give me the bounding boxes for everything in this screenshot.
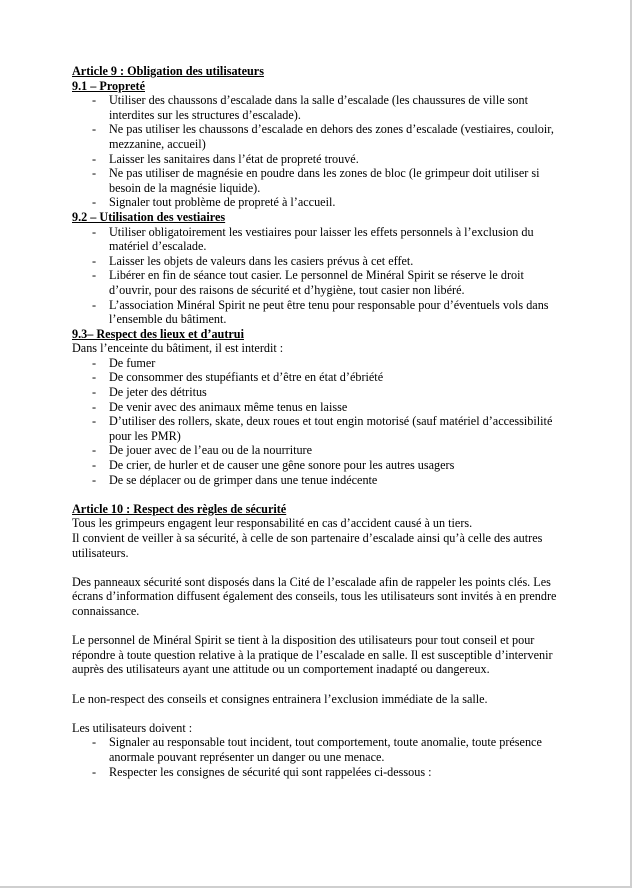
paragraph: Des panneaux sécurité sont disposés dans la Cité de l’escalade afin de rappeler les points clés. Les écrans d’information diffusent également des conseils, tous les utilisateurs sont invités à en prendre connaissance. [72, 574, 557, 618]
list-item: - Utiliser obligatoirement les vestiaires pour laisser les effets personnels à l’exclusion du matériel d’escalade. [72, 225, 562, 254]
list-item: - Signaler au responsable tout incident, tout comportement, toute anomalie, toute présence anormale pouvant représenter un danger ou une menace. [72, 735, 562, 764]
paragraph: Les utilisateurs doivent : [72, 720, 193, 735]
list-item: - Ne pas utiliser les chaussons d’escalade en dehors des zones d’escalade (vestiaires, couloir, mezzanine, accueil) [72, 122, 562, 151]
spacer [72, 560, 562, 575]
list-item: - L’association Minéral Spirit ne peut être tenu pour responsable pour d’éventuels vols dans l’ensemble du bâtiment. [72, 298, 562, 327]
list-item: - De jouer avec de l’eau ou de la nourriture [72, 443, 562, 458]
list-item: - Utiliser des chaussons d’escalade dans la salle d’escalade (les chaussures de ville sont interdites sur les structures d’escalade). [72, 93, 562, 122]
list-item: - Laisser les objets de valeurs dans les casiers prévus à cet effet. [72, 254, 562, 269]
list-item: - Respecter les consignes de sécurité qui sont rappelées ci-dessous : [72, 765, 562, 780]
article-10-list [72, 735, 562, 779]
list-item: - De se déplacer ou de grimper dans une tenue indécente [72, 473, 562, 488]
spacer [72, 487, 562, 502]
list-item: - De consommer des stupéfiants et d’être en état d’ébriété [72, 370, 562, 385]
article-9-title: Article 9 : Obligation des utilisateurs [72, 64, 264, 78]
list-item: - D’utiliser des rollers, skate, deux roues et tout engin motorisé (sauf matériel d’accessibilité pour les PMR) [72, 414, 562, 443]
section-9-3-intro: Dans l’enceinte du bâtiment, il est interdit : [72, 341, 284, 356]
paragraph: Le personnel de Minéral Spirit se tient à la disposition des utilisateurs pour tout conseil et pour répondre à toute question relative à la pratique de l’escalade en salle. Il est susceptible d’intervenir auprès des utilisateurs ayant une attitude ou un comportement inadapté ou dangereux. [72, 633, 553, 677]
section-9-1-list [72, 93, 562, 210]
section-9-3-list [72, 356, 562, 487]
spacer [72, 619, 562, 634]
section-9-1-title: 9.1 – Propreté [72, 78, 145, 93]
paragraph: Il convient de veiller à sa sécurité, à celle de son partenaire d’escalade ainsi qu’à celle des autres utilisateurs. [72, 531, 543, 560]
document-page [72, 64, 562, 779]
list-item: - De jeter des détritus [72, 385, 562, 400]
article-10-title: Article 10 : Respect des règles de sécurité [72, 501, 287, 516]
spacer [72, 677, 562, 692]
list-item: - Ne pas utiliser de magnésie en poudre dans les zones de bloc (le grimpeur doit utiliser si besoin de la magnésie liquide). [72, 166, 562, 195]
spacer [72, 706, 562, 721]
list-item: - Signaler tout problème de propreté à l’accueil. [72, 195, 562, 210]
paragraph: Tous les grimpeurs engagent leur responsabilité en cas d’accident causé à un tiers. [72, 516, 473, 531]
section-9-3-title: 9.3– Respect des lieux et d’autrui [72, 326, 244, 341]
list-item: - Laisser les sanitaires dans l’état de propreté trouvé. [72, 152, 562, 167]
list-item: - De fumer [72, 356, 562, 371]
section-9-2-title: 9.2 – Utilisation des vestiaires [72, 209, 226, 224]
list-item: - De venir avec des animaux même tenus en laisse [72, 400, 562, 415]
list-item: - Libérer en fin de séance tout casier. Le personnel de Minéral Spirit se réserve le droit d’ouvrir, pour des raisons de sécurité et d’hygiène, tout casier non libéré. [72, 268, 562, 297]
paragraph: Le non-respect des conseils et consignes entrainera l’exclusion immédiate de la salle. [72, 691, 488, 706]
section-9-2-list [72, 225, 562, 327]
list-item: - De crier, de hurler et de causer une gêne sonore pour les autres usagers [72, 458, 562, 473]
